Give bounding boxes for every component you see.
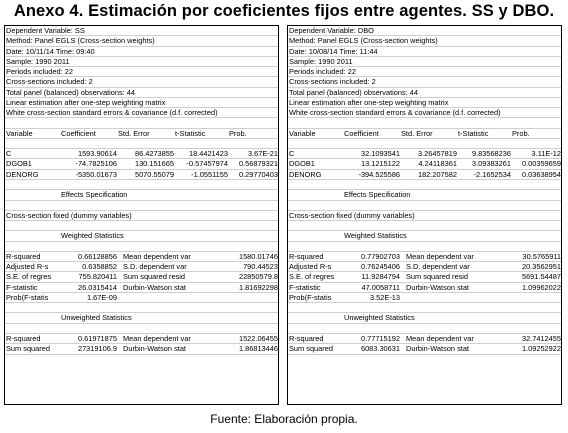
t-statistic: 9.83568236	[471, 149, 511, 159]
stat-label: F-statistic	[6, 282, 38, 292]
stat-value: 20.3562951	[521, 262, 561, 272]
col-std-error: Std. Error	[118, 128, 150, 138]
stat-row	[288, 262, 561, 272]
coefficient: 13.1215122	[360, 159, 400, 169]
stat-row	[288, 283, 561, 293]
prob: 3.67E-21	[248, 149, 278, 159]
page-title: Anexo 4. Estimación por coeficientes fijos entre agentes. SS y DBO.	[13, 2, 555, 20]
stat-label: S.E. of regres	[289, 272, 335, 282]
stat-row	[5, 334, 278, 344]
observations: Total panel (balanced) observations: 44	[289, 87, 419, 97]
stat-row	[5, 283, 278, 293]
weighted-stats-heading: Weighted Statistics	[61, 231, 124, 241]
source-footer: Fuente: Elaboración propia.	[210, 412, 358, 426]
std-error: 3.26457819	[417, 149, 457, 159]
prob: 0.00359659	[521, 159, 561, 169]
cross-sections: Cross-sections included: 2	[6, 77, 93, 87]
table-row	[5, 149, 278, 159]
periods: Periods included: 22	[6, 67, 73, 77]
table-row	[288, 149, 561, 159]
std-error: 86.4273855	[134, 149, 174, 159]
coefficient: -394.525586	[358, 169, 400, 179]
date-time: Date: 10/11/14 Time: 09:40	[6, 46, 95, 56]
t-statistic: -2.1652534	[473, 169, 511, 179]
covariance-note: White cross-section standard errors & covariance (d.f. corrected)	[6, 108, 218, 118]
col-coefficient: Coefficient	[61, 128, 96, 138]
stat-label: F-statistic	[289, 282, 321, 292]
stat-label: Durbin-Watson stat	[406, 282, 469, 292]
t-statistic: -0.57457974	[186, 159, 228, 169]
stat-label: S.D. dependent var	[123, 262, 187, 272]
stat-value: 3.52E-13	[370, 292, 400, 302]
stat-value: 47.0058711	[361, 282, 400, 292]
t-statistic: 18.4421423	[188, 149, 228, 159]
dependent-variable: Dependent Variable: SS	[6, 26, 85, 35]
stat-row	[288, 293, 561, 303]
table-row	[288, 159, 561, 169]
col-coefficient: Coefficient	[344, 128, 379, 138]
method: Method: Panel EGLS (Cross-section weights)	[6, 36, 155, 46]
regression-panel-dbo	[287, 25, 562, 405]
effects-spec-heading: Effects Specification	[344, 190, 411, 200]
stat-value: 0.6358852	[82, 262, 117, 272]
estimation-note: Linear estimation after one-step weighting matrix	[6, 97, 166, 107]
std-error: 5070.55079	[134, 169, 174, 179]
stat-value: 1.09252922	[521, 344, 561, 354]
stat-value: 1.81692298	[238, 282, 278, 292]
col-std-error: Std. Error	[401, 128, 433, 138]
table-row	[5, 159, 278, 169]
estimation-note: Linear estimation after one-step weighting matrix	[289, 97, 449, 107]
cross-sections: Cross-sections included: 2	[289, 77, 376, 87]
date-time: Date: 10/08/14 Time: 11:44	[289, 46, 378, 56]
unweighted-stats-heading: Unweighted Statistics	[61, 313, 132, 323]
coef-header-row	[5, 129, 278, 139]
stat-label: Durbin-Watson stat	[406, 344, 469, 354]
col-t-statistic: t-Statistic	[458, 128, 489, 138]
regression-panel-ss	[4, 25, 279, 405]
stat-value: 1522.06455	[238, 333, 278, 343]
stat-value: 1.09962022	[521, 282, 561, 292]
periods: Periods included: 22	[289, 67, 356, 77]
prob: 0.29770403	[238, 169, 278, 179]
sample: Sample: 1990 2011	[289, 56, 353, 66]
stat-row	[288, 252, 561, 262]
dependent-variable: Dependent Variable: DBO	[289, 26, 374, 35]
stat-label: S.D. dependent var	[406, 262, 470, 272]
stat-value: 6083.30631	[360, 344, 400, 354]
stat-row	[5, 272, 278, 282]
stat-value: 1.67E-09	[87, 292, 117, 302]
col-variable: Variable	[289, 128, 316, 138]
stat-label: Durbin-Watson stat	[123, 282, 186, 292]
t-statistic: -1.0551155	[191, 169, 228, 179]
stat-label: S.E. of regres	[6, 272, 52, 282]
variable-name: C	[6, 149, 12, 159]
stat-label: Mean dependent var	[123, 251, 191, 261]
stat-label: Sum squared resid	[406, 272, 469, 282]
stat-label: Sum squared resid	[123, 272, 186, 282]
stat-label: Prob(F-statis	[289, 292, 332, 302]
stat-value: 0.76245406	[360, 262, 400, 272]
cross-section-fixed: Cross-section fixed (dummy variables)	[289, 210, 415, 220]
stat-value: 30.5765911	[522, 251, 561, 261]
variable-name: C	[289, 149, 295, 159]
stat-value: 0.77902703	[360, 251, 400, 261]
stat-label: Mean dependent var	[406, 333, 474, 343]
stat-value: 0.77715192	[360, 333, 400, 343]
stat-row	[5, 344, 278, 354]
stat-row	[288, 272, 561, 282]
col-variable: Variable	[6, 128, 33, 138]
col-prob: Prob.	[229, 128, 247, 138]
coefficient: 32.1093541	[360, 149, 400, 159]
stat-label: R-squared	[6, 251, 41, 261]
effects-spec-heading: Effects Specification	[61, 190, 128, 200]
stat-row	[5, 262, 278, 272]
col-prob: Prob.	[512, 128, 530, 138]
variable-name: DGOB1	[6, 159, 32, 169]
stat-value: 22850579.8	[238, 272, 278, 282]
stat-label: Adjusted R-s	[6, 262, 49, 272]
stat-label: Sum squared	[6, 344, 50, 354]
sample: Sample: 1990 2011	[6, 56, 70, 66]
stat-value: 0.61971875	[77, 333, 117, 343]
variable-name: DGOB1	[289, 159, 315, 169]
col-t-statistic: t-Statistic	[175, 128, 206, 138]
stat-row	[288, 334, 561, 344]
unweighted-stats-heading: Unweighted Statistics	[344, 313, 415, 323]
std-error: 182.207582	[417, 169, 457, 179]
stat-row	[5, 252, 278, 262]
observations: Total panel (balanced) observations: 44	[6, 87, 136, 97]
variable-name: DENORG	[289, 169, 322, 179]
stat-label: R-squared	[6, 333, 41, 343]
stat-row	[5, 293, 278, 303]
prob: 0.56879321	[238, 159, 278, 169]
stat-label: Durbin-Watson stat	[123, 344, 186, 354]
coefficient: 1593.90614	[77, 149, 117, 159]
stat-value: 0.66128856	[77, 251, 117, 261]
stat-label: Prob(F-statis	[6, 292, 49, 302]
std-error: 4.24118361	[418, 159, 457, 169]
variable-name: DENORG	[6, 169, 39, 179]
coefficient: -5350.01673	[75, 169, 117, 179]
weighted-stats-heading: Weighted Statistics	[344, 231, 407, 241]
cross-section-fixed: Cross-section fixed (dummy variables)	[6, 210, 132, 220]
stat-value: 11.9284794	[361, 272, 400, 282]
table-row	[288, 170, 561, 180]
stat-label: Sum squared	[289, 344, 333, 354]
table-row	[5, 170, 278, 180]
prob: 0.03638954	[521, 169, 561, 179]
stat-value: 790.44523	[243, 262, 278, 272]
std-error: 130.151665	[134, 159, 174, 169]
stat-value: 26.0315414	[77, 282, 117, 292]
method: Method: Panel EGLS (Cross-section weights)	[289, 36, 438, 46]
stat-label: Mean dependent var	[123, 333, 191, 343]
stat-value: 755.820411	[78, 272, 117, 282]
stat-label: R-squared	[289, 333, 324, 343]
stat-value: 1.86813446	[238, 344, 278, 354]
stat-value: 1580.01746	[238, 251, 278, 261]
stat-row	[288, 344, 561, 354]
stat-label: R-squared	[289, 251, 324, 261]
covariance-note: White cross-section standard errors & covariance (d.f. corrected)	[289, 108, 501, 118]
stat-value: 27319106.9	[77, 344, 117, 354]
coef-header-row	[288, 129, 561, 139]
t-statistic: 3.09383261	[471, 159, 511, 169]
stat-value: 5691.54487	[521, 272, 561, 282]
stat-label: Adjusted R-s	[289, 262, 332, 272]
prob: 3.11E-12	[531, 149, 561, 159]
stat-value: 32.7412455	[521, 333, 561, 343]
coefficient: -74.7825106	[75, 159, 117, 169]
stat-label: Mean dependent var	[406, 251, 474, 261]
